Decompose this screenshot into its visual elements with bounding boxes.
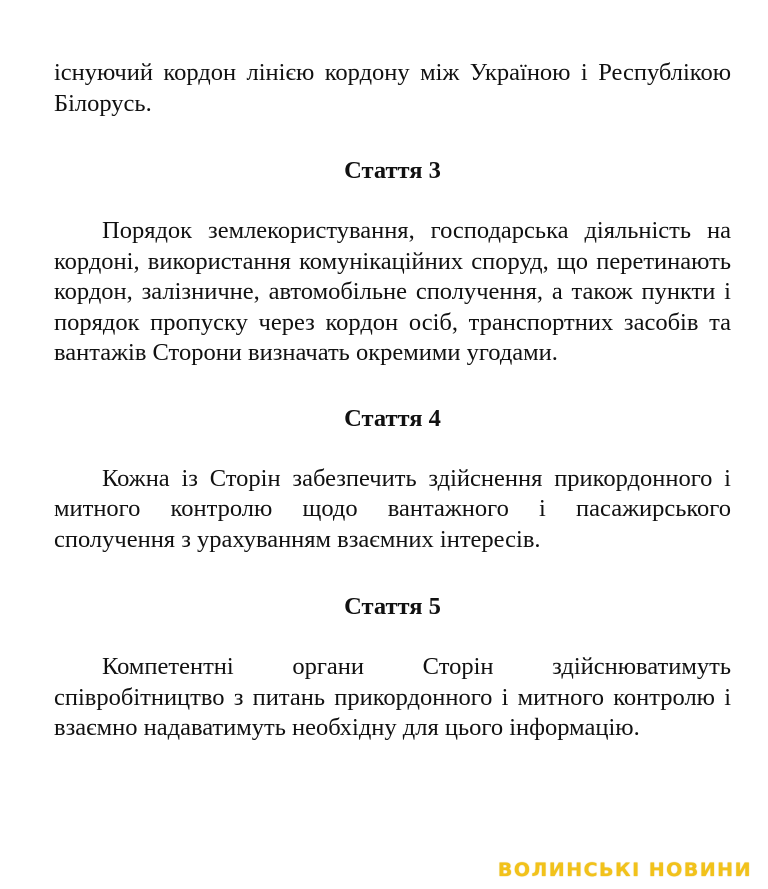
article-5-heading: Стаття 5 (344, 593, 441, 620)
article-3-text: Порядок землекористування, господарська діяльність на кордоні, використання комунікаційних споруд, що перетинають кордон, залізничне, автомобільне сполучення, а також пункти і порядок пропуску через кордон осіб, транспортних засобів та вантажів Сторони визначать окремими угодами. (54, 217, 731, 366)
intro-paragraph: існуючий кордон лінією кордону між Україною і Республікою Білорусь. (54, 59, 731, 117)
article-4-heading: Стаття 4 (344, 404, 441, 432)
article-3-heading: Стаття 3 (344, 157, 441, 184)
article-5-text: Компетентні органи Сторін здійснюватимуть співробітництво з питань прикордонного і митного контролю і взаємно надаватимуть необхідну для цього інформацію. (54, 653, 731, 741)
article-4-text: Кожна із Сторін забезпечить здійснення прикордонного і митного контролю щодо вантажного і пасажирського сполучення з урахуванням взаємних інтересів. (54, 464, 731, 553)
document-page (54, 58, 731, 744)
watermark-logo: ВОЛИНСЬКІ НОВИНИ (497, 859, 752, 881)
